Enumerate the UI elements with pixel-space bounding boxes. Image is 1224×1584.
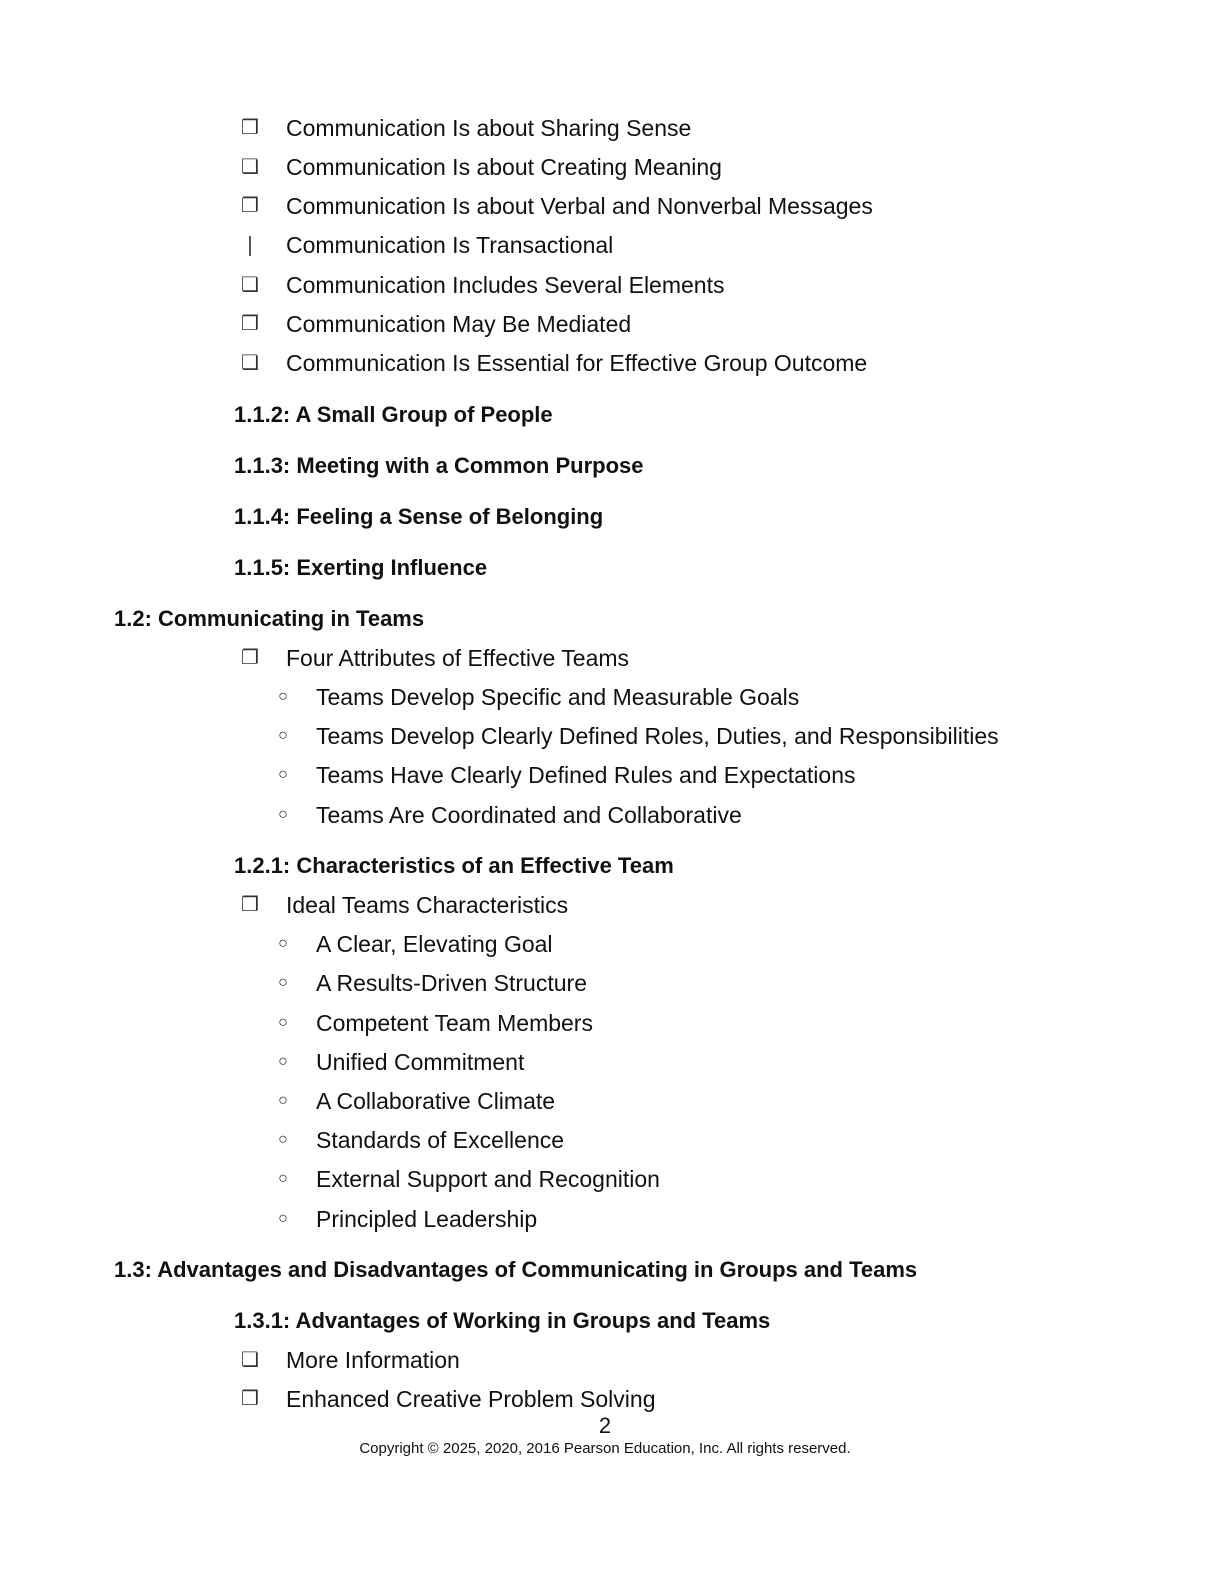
copyright-notice: Copyright © 2025, 2020, 2016 Pearson Education, Inc. All rights reserved. <box>359 1440 851 1457</box>
list-item: Communication May Be Mediated <box>286 311 632 337</box>
sub-list-item: A Clear, Elevating Goal <box>316 931 553 957</box>
circle-bullet-icon: ○ <box>278 1170 288 1187</box>
circle-bullet-icon: ○ <box>278 935 288 952</box>
circle-bullet-icon: ○ <box>278 1131 288 1148</box>
list-item: Communication Is about Sharing Sense <box>286 115 692 141</box>
checkbox-bullet-icon: ❐ <box>241 647 259 669</box>
circle-bullet-icon: ○ <box>278 1014 288 1031</box>
circle-bullet-icon: ○ <box>278 1053 288 1070</box>
checkbox-bullet-icon: ❒ <box>241 894 259 916</box>
sub-list-item: Unified Commitment <box>316 1049 525 1075</box>
checkbox-bullet-icon: ❏ <box>241 156 259 178</box>
checkbox-bullet-icon: ❏ <box>241 352 259 374</box>
heading-1-1-3: 1.1.3: Meeting with a Common Purpose <box>234 453 644 478</box>
sub-list-item: Principled Leadership <box>316 1206 538 1232</box>
checkbox-bullet-icon: ❘ <box>241 234 259 256</box>
heading-1-1-2: 1.1.2: A Small Group of People <box>234 402 553 427</box>
list-item: Communication Is Transactional <box>286 232 614 258</box>
checkbox-bullet-icon: ❏ <box>241 1349 259 1371</box>
heading-1-2-1: 1.2.1: Characteristics of an Effective Team <box>234 853 674 878</box>
list-item: Communication Includes Several Elements <box>286 272 725 298</box>
sub-list-item: Standards of Excellence <box>316 1127 565 1153</box>
circle-bullet-icon: ○ <box>278 727 288 744</box>
circle-bullet-icon: ○ <box>278 806 288 823</box>
circle-bullet-icon: ○ <box>278 1092 288 1109</box>
page-number: 2 <box>598 1413 612 1438</box>
circle-bullet-icon: ○ <box>278 688 288 705</box>
heading-1-1-4: 1.1.4: Feeling a Sense of Belonging <box>234 504 604 529</box>
list-item: Communication Is about Verbal and Nonverbal Messages <box>286 193 873 219</box>
sub-list-item: A Results-Driven Structure <box>316 970 587 996</box>
checkbox-bullet-icon: ❒ <box>241 1388 259 1410</box>
circle-bullet-icon: ○ <box>278 766 288 783</box>
checkbox-bullet-icon: ❒ <box>241 313 259 335</box>
sub-list-item: Teams Have Clearly Defined Rules and Expectations <box>316 762 856 788</box>
sub-list-item: Teams Are Coordinated and Collaborative <box>316 802 742 828</box>
heading-1-3-1: 1.3.1: Advantages of Working in Groups and Teams <box>234 1308 771 1333</box>
list-item: Communication Is about Creating Meaning <box>286 154 722 180</box>
list-item: Enhanced Creative Problem Solving <box>286 1386 656 1412</box>
heading-1-1-5: 1.1.5: Exerting Influence <box>234 555 488 580</box>
circle-bullet-icon: ○ <box>278 1210 288 1227</box>
heading-1-2: 1.2: Communicating in Teams <box>114 606 425 631</box>
heading-1-3: 1.3: Advantages and Disadvantages of Communicating in Groups and Teams <box>114 1257 918 1282</box>
checkbox-bullet-icon: ❏ <box>241 274 259 296</box>
sub-list-item: Teams Develop Specific and Measurable Goals <box>316 684 800 710</box>
checkbox-bullet-icon: ❐ <box>241 195 259 217</box>
list-item: Ideal Teams Characteristics <box>286 892 569 918</box>
sub-list-item: External Support and Recognition <box>316 1166 660 1192</box>
checkbox-bullet-icon: ❒ <box>241 117 259 139</box>
list-item: Four Attributes of Effective Teams <box>286 645 630 671</box>
list-item: Communication Is Essential for Effective Group Outcome <box>286 350 868 376</box>
sub-list-item: A Collaborative Climate <box>316 1088 556 1114</box>
sub-list-item: Teams Develop Clearly Defined Roles, Duties, and Responsibilities <box>316 723 999 749</box>
circle-bullet-icon: ○ <box>278 974 288 991</box>
list-item: More Information <box>286 1347 460 1373</box>
sub-list-item: Competent Team Members <box>316 1010 593 1036</box>
